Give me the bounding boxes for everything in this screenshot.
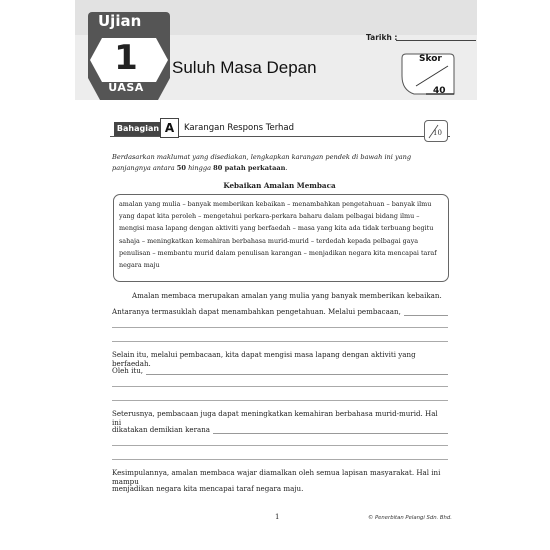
- passage-title: Kebaikan Amalan Membaca: [223, 181, 336, 190]
- essay-p3-line2-row: [112, 425, 448, 434]
- essay-p2-line2-row: [112, 366, 448, 375]
- answer-line[interactable]: [112, 400, 448, 401]
- essay-p3-line2: dikatakan demikian kerana: [112, 425, 211, 434]
- essay-p4-line1: Kesimpulannya, amalan membaca wajar diamalkan oleh semua lapisan masyarakat. Hal ini mampu: [112, 468, 441, 486]
- instruction-part1: Berdasarkan maklumat yang disediakan, lengkapkan karangan pendek di bawah ini yang panjangnya antara: [112, 153, 412, 172]
- instruction-mid: hingga: [185, 163, 214, 172]
- skor-total: 40: [433, 86, 446, 96]
- bahagian-label: Bahagian: [114, 122, 162, 136]
- answer-line[interactable]: [112, 386, 448, 387]
- page-number: 1: [275, 513, 280, 521]
- instruction-end: .: [285, 163, 288, 172]
- answer-line[interactable]: [112, 445, 448, 446]
- section-letter: A: [160, 118, 179, 138]
- instruction-text: [112, 152, 447, 173]
- publisher-credit: © Penerbitan Pelangi Sdn. Bhd.: [368, 515, 452, 521]
- answer-blank[interactable]: [213, 426, 448, 434]
- answer-line[interactable]: [112, 327, 448, 328]
- essay-p1-line1: Amalan membaca merupakan amalan yang mulia yang banyak memberikan kebaikan.: [132, 291, 442, 300]
- instruction-min-words: 50: [176, 163, 186, 172]
- guide-points-box: amalan yang mulia – banyak memberikan kebaikan – menambahkan pengetahuan – banyak ilmu yang dapat kita peroleh – mengetahui perkara-perkara baharu dalam pelbagai bidang ilmu – mengisi masa lapang dengan aktiviti yang berfaedah – masa yang kita ada tidak terbuang begitu sahaja – meningkatkan kemahiran berbahasa murid-murid – terdedah kepada pelbagai gaya penulisan – membantu murid dalam penulisan karangan – menjadikan negara kita mencapai taraf negara maju: [113, 194, 449, 282]
- essay-p3-line1: Seterusnya, pembacaan juga dapat meningkatkan kemahiran berbahasa murid-murid. Hal ini: [112, 409, 438, 427]
- instruction-max-words: 80 patah perkataan: [213, 163, 286, 172]
- essay-p2-line1: Selain itu, melalui pembacaan, kita dapat mengisi masa lapang dengan aktiviti yang berfaedah.: [112, 350, 416, 368]
- ujian-label: Ujian: [98, 12, 142, 30]
- tarikh-field[interactable]: [396, 40, 476, 41]
- answer-blank[interactable]: [146, 367, 448, 375]
- marks-value: 10: [433, 129, 442, 137]
- worksheet-title: Suluh Masa Depan: [172, 58, 317, 77]
- uasa-label: UASA: [108, 81, 144, 94]
- test-number: 1: [114, 38, 138, 78]
- answer-blank[interactable]: [404, 308, 448, 316]
- section-title: Karangan Respons Terhad: [184, 123, 295, 133]
- essay-p1-line2: Antaranya termasuklah dapat menambahkan pengetahuan. Melalui pembacaan,: [112, 307, 401, 316]
- answer-line[interactable]: [112, 459, 448, 460]
- essay-p4-line2: menjadikan negara kita mencapai taraf negara maju.: [112, 484, 304, 493]
- skor-label: Skor: [419, 54, 442, 64]
- essay-p1-line2-row: [112, 307, 448, 316]
- tarikh-label: Tarikh :: [366, 33, 398, 42]
- essay-p2-line2: Oleh itu,: [112, 366, 144, 375]
- answer-line[interactable]: [112, 341, 448, 342]
